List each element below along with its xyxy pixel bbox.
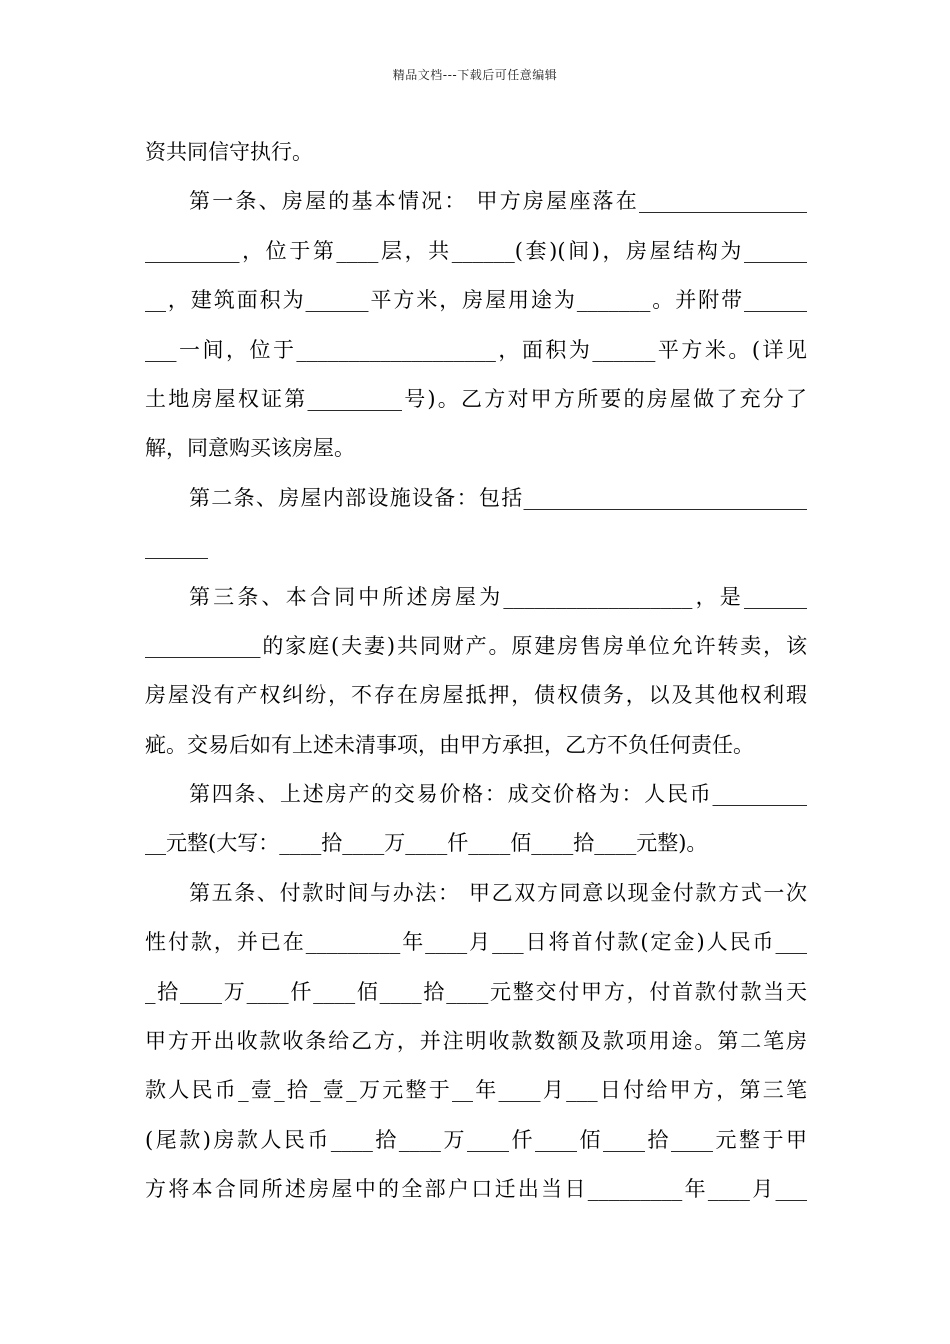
clause-3-line: 房屋没有产权纠纷，不存在房屋抵押，债权债务，以及其他权利瑕 <box>145 683 807 708</box>
clause-1-line: 解，同意购买该房屋。 <box>145 436 355 461</box>
clause-5-line: 甲方开出收款收条给乙方，并注明收款数额及款项用途。第二笔房 <box>145 1029 807 1054</box>
clause-3-line: 疵。交易后如有上述未清事项，由甲方承担，乙方不负任何责任。 <box>145 732 754 757</box>
clause-4-line: __元整(大写：____拾____万____仟____佰____拾____元整)。 <box>145 831 708 856</box>
clause-3-line: 第三条、本合同中所述房屋为__________________，是______ <box>189 584 807 609</box>
clause-5-line: 性付款，并已在_________年____月___日将首付款(定金)人民币___ <box>145 930 807 955</box>
clause-5-line: 款人民币_壹_拾_壹_万元整于__年____月___日付给甲方，第三笔 <box>145 1078 807 1103</box>
text-line: 资共同信守执行。 <box>145 140 313 164</box>
clause-5-line: _拾____万____仟____佰____拾____元整交付甲方，付首款付款当天 <box>145 979 807 1004</box>
clause-2-line: 第二条、房屋内部设施设备：包括___________________________ <box>189 485 807 510</box>
clause-3-line: ___________的家庭(夫妻)共同财产。原建房售房单位允许转卖，该 <box>145 633 807 658</box>
clause-5-line: 方将本合同所述房屋中的全部户口迁出当日_________年____月___ <box>145 1177 807 1202</box>
clause-1-line: ___一间，位于___________________，面积为______平方米。(详见 <box>145 337 807 362</box>
clause-1-line: __，建筑面积为______平方米，房屋用途为_______。并附带______ <box>145 288 807 313</box>
contract-body <box>145 128 807 1215</box>
clause-5-line: 第五条、付款时间与办法： 甲乙双方同意以现金付款方式一次 <box>189 880 807 905</box>
clause-4-line: 第四条、上述房产的交易价格：成交价格为：人民币_________ <box>189 782 807 807</box>
clause-1-line: _________，位于第____层，共______(套)(间)，房屋结构为______ <box>145 238 807 263</box>
clause-1-line: 第一条、房屋的基本情况： 甲方房屋座落在________________ <box>189 189 807 214</box>
clause-1-line: 土地房屋权证第_________号)。乙方对甲方所要的房屋做了充分了 <box>145 386 807 411</box>
page-header: 精品文档---下载后可任意编辑 <box>392 68 558 82</box>
clause-5-line: (尾款)房款人民币____拾____万____仟____佰____拾____元整于甲 <box>145 1127 807 1152</box>
clause-2-line: ______ <box>145 535 208 560</box>
